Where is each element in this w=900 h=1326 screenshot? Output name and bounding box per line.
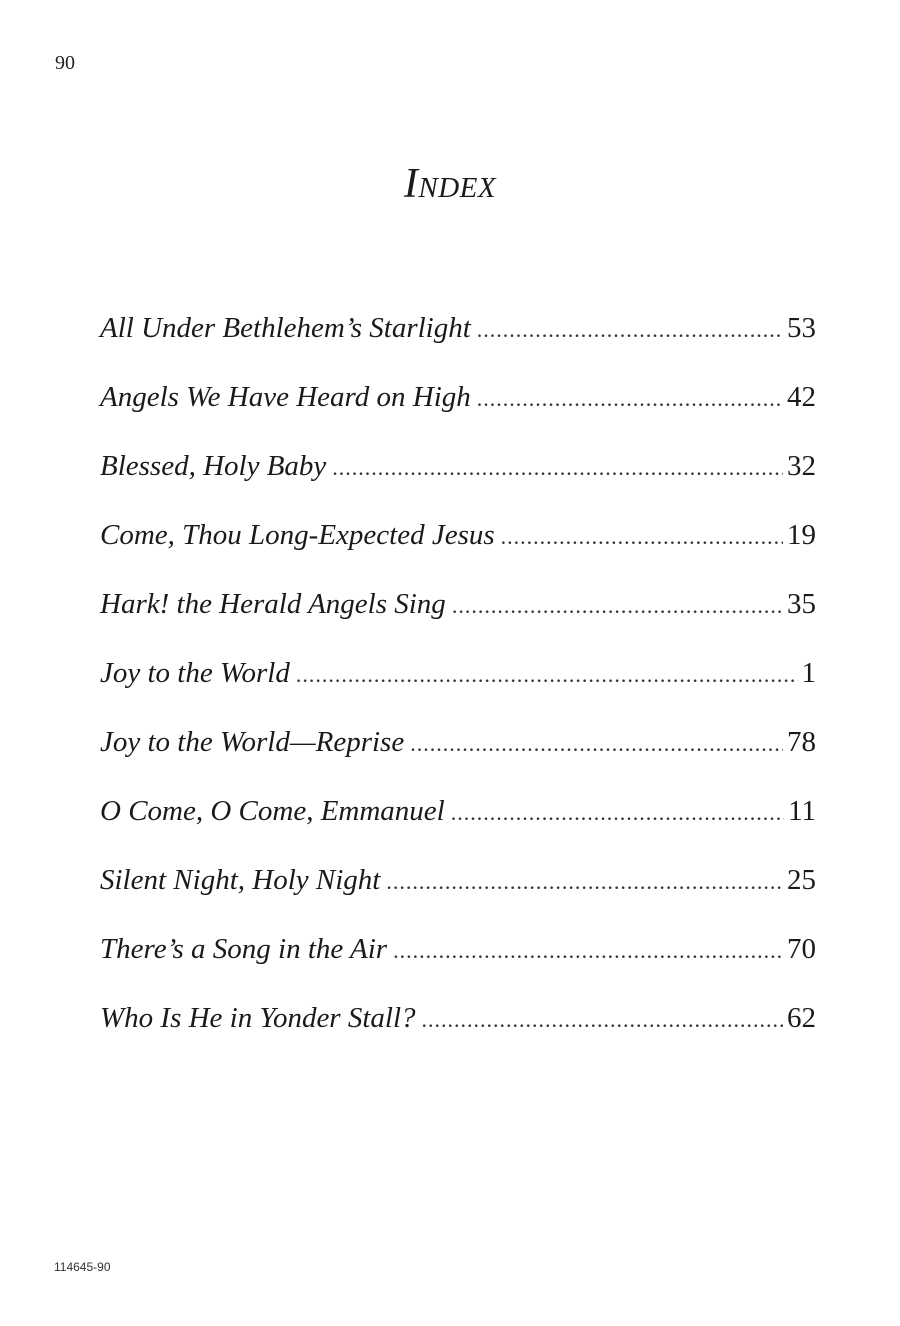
index-entry — [100, 864, 816, 933]
entry-title: Hark! the Herald Angels Sing — [100, 588, 446, 620]
page-number: 90 — [55, 52, 75, 74]
dot-leader — [386, 869, 783, 895]
index-list — [100, 312, 816, 1071]
entry-title: Angels We Have Heard on High — [100, 381, 471, 413]
dot-leader — [477, 386, 783, 412]
index-entry — [100, 450, 816, 519]
index-entry — [100, 312, 816, 381]
entry-page-number: 62 — [787, 1002, 816, 1034]
entry-page-number: 11 — [788, 795, 816, 827]
dot-leader — [393, 938, 783, 964]
dot-leader — [501, 524, 783, 550]
entry-title: Come, Thou Long-Expected Jesus — [100, 519, 495, 551]
index-entry — [100, 519, 816, 588]
entry-page-number: 32 — [787, 450, 816, 482]
index-entry — [100, 933, 816, 1002]
dot-leader — [332, 455, 783, 481]
dot-leader — [452, 593, 783, 619]
index-entry — [100, 657, 816, 726]
index-entry — [100, 381, 816, 450]
entry-title: All Under Bethlehem’s Starlight — [100, 312, 471, 344]
dot-leader — [451, 800, 784, 826]
entry-page-number: 25 — [787, 864, 816, 896]
entry-title: Who Is He in Yonder Stall? — [100, 1002, 416, 1034]
entry-title: Silent Night, Holy Night — [100, 864, 381, 896]
entry-title: Joy to the World — [100, 657, 290, 689]
dot-leader — [410, 731, 783, 757]
dot-leader — [296, 662, 798, 688]
index-entry — [100, 795, 816, 864]
index-entry — [100, 726, 816, 795]
entry-page-number: 53 — [787, 312, 816, 344]
entry-page-number: 78 — [787, 726, 816, 758]
page-title: Index — [403, 161, 497, 207]
dot-leader — [422, 1007, 783, 1033]
entry-page-number: 1 — [801, 657, 816, 689]
footer-code: 114645-90 — [54, 1260, 111, 1274]
entry-title: There’s a Song in the Air — [100, 933, 388, 965]
entry-page-number: 42 — [787, 381, 816, 413]
entry-title: O Come, O Come, Emmanuel — [100, 795, 445, 827]
index-entry — [100, 1002, 816, 1071]
dot-leader — [477, 317, 783, 343]
entry-page-number: 19 — [787, 519, 816, 551]
entry-page-number: 35 — [787, 588, 816, 620]
index-entry — [100, 588, 816, 657]
entry-title: Blessed, Holy Baby — [100, 450, 327, 482]
entry-page-number: 70 — [787, 933, 816, 965]
entry-title: Joy to the World—Reprise — [100, 726, 405, 758]
